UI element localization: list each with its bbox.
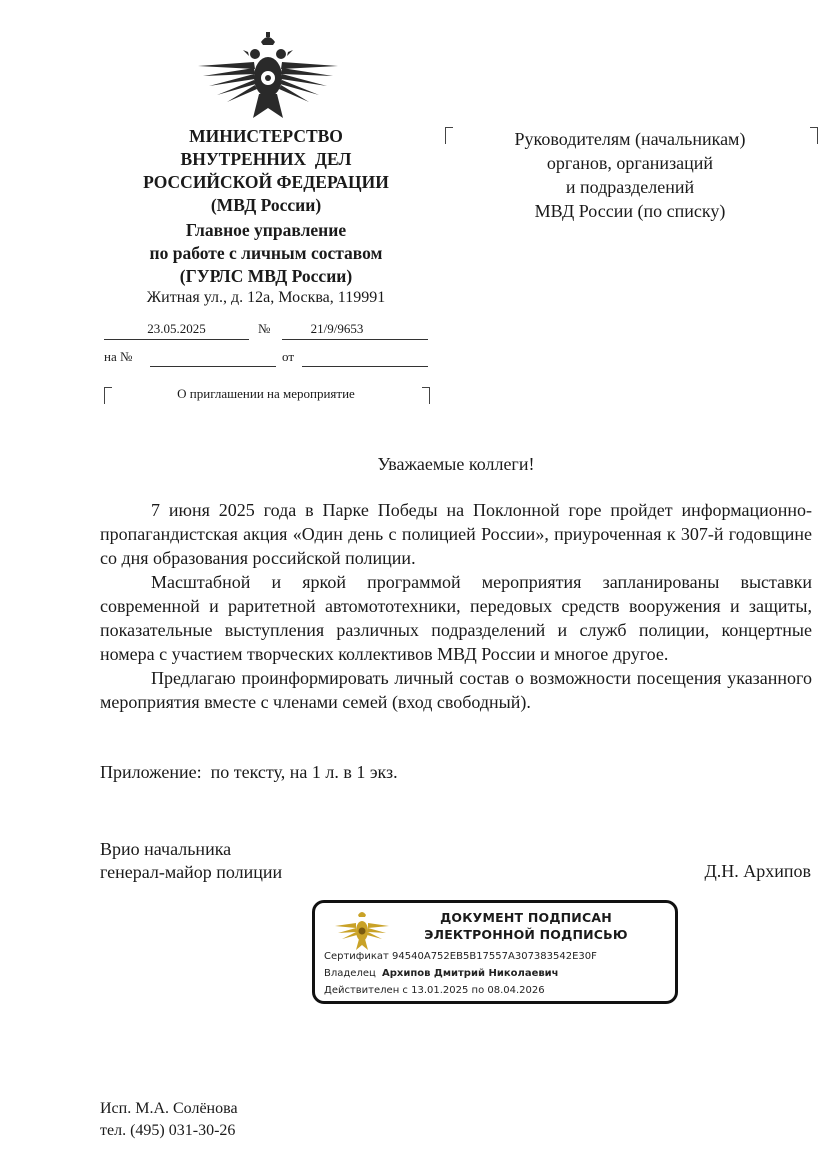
ministry-line: МИНИСТЕРСТВО bbox=[189, 126, 343, 146]
body-paragraph: Предлагаю проинформировать личный состав о возможности посещения указанного мероприятия вместе с членами семей (вход свободный). bbox=[100, 668, 812, 712]
owner-label: Владелец bbox=[324, 968, 376, 979]
executor-name: Исп. М.А. Солёнова bbox=[100, 1100, 238, 1117]
addressee-line: органов, организаций bbox=[546, 153, 714, 173]
document-subject: О приглашении на мероприятие bbox=[177, 386, 355, 401]
executor-phone: тел. (495) 031-30-26 bbox=[100, 1122, 236, 1139]
ref-number-underline bbox=[150, 365, 276, 367]
ministry-name bbox=[100, 125, 432, 217]
addressee-corner-left bbox=[445, 127, 453, 144]
signer-position-line: Врио начальника bbox=[100, 839, 232, 859]
body-paragraph: Масштабной и яркой программой мероприятия запланированы выставки современной и раритетной автомототехники, передовых средств вооружения и защиты, показательные выступления различных подразделений и служб полиции, концертные номера с участием творческих коллективов МВД России и многое другое. bbox=[100, 572, 812, 664]
addressee-line: и подразделений bbox=[565, 177, 695, 197]
ministry-line: (МВД России) bbox=[210, 195, 322, 215]
signer-position-line: генерал-майор полиции bbox=[100, 862, 283, 882]
date-underline bbox=[104, 338, 249, 340]
signer-position bbox=[100, 838, 282, 884]
addressee-line: Руководителям (начальникам) bbox=[514, 129, 746, 149]
addressee bbox=[470, 127, 790, 223]
stamp-validity: Действителен с 13.01.2025 по 08.04.2026 bbox=[324, 985, 545, 996]
addressee-corner-right bbox=[810, 127, 818, 144]
owner-value: Архипов Дмитрий Николаевич bbox=[381, 968, 559, 979]
document-date: 23.05.2025 bbox=[147, 321, 206, 336]
electronic-signature-stamp bbox=[312, 900, 678, 1004]
signer-name: Д.Н. Архипов bbox=[704, 861, 811, 881]
sender-address: Житная ул., д. 12а, Москва, 119991 bbox=[146, 289, 386, 306]
mvd-emblem-icon bbox=[193, 32, 343, 122]
stamp-emblem-icon bbox=[333, 909, 391, 951]
ref-date-label: от bbox=[282, 349, 295, 364]
executor-info bbox=[100, 1098, 238, 1142]
number-underline bbox=[282, 338, 428, 340]
stamp-title-line: ЭЛЕКТРОННОЙ ПОДПИСЬЮ bbox=[424, 927, 628, 942]
ref-date-underline bbox=[302, 365, 428, 367]
ministry-line: РОССИЙСКОЙ ФЕДЕРАЦИИ bbox=[143, 172, 389, 192]
greeting: Уважаемые коллеги! bbox=[377, 454, 535, 474]
stamp-title-line: ДОКУМЕНТ ПОДПИСАН bbox=[440, 910, 612, 925]
ref-number-label: на № bbox=[104, 349, 133, 364]
body-paragraph: 7 июня 2025 года в Парке Победы на Поклонной горе пройдет информационно-пропагандистская акция «Один день с полицией России», приуроченная к 307-й годовщине со дня образования российской полиции. bbox=[100, 500, 812, 568]
ministry-line: ВНУТРЕННИХ ДЕЛ bbox=[180, 149, 352, 169]
stamp-owner bbox=[324, 968, 559, 979]
department-line: Главное управление bbox=[185, 220, 347, 240]
addressee-line: МВД России (по списку) bbox=[534, 201, 726, 221]
stamp-certificate bbox=[324, 951, 597, 962]
letter-body bbox=[100, 498, 812, 714]
department-line: по работе с личным составом bbox=[149, 243, 383, 263]
department-name bbox=[100, 219, 432, 288]
number-label: № bbox=[258, 321, 271, 336]
document-number: 21/9/9653 bbox=[310, 321, 364, 336]
department-line: (ГУРЛС МВД России) bbox=[179, 266, 353, 286]
certificate-label: Сертификат bbox=[324, 951, 389, 962]
certificate-value: 94540A752EB5B17557A307383542E30F bbox=[392, 951, 597, 962]
attachment-note: Приложение: по тексту, на 1 л. в 1 экз. bbox=[100, 762, 398, 782]
